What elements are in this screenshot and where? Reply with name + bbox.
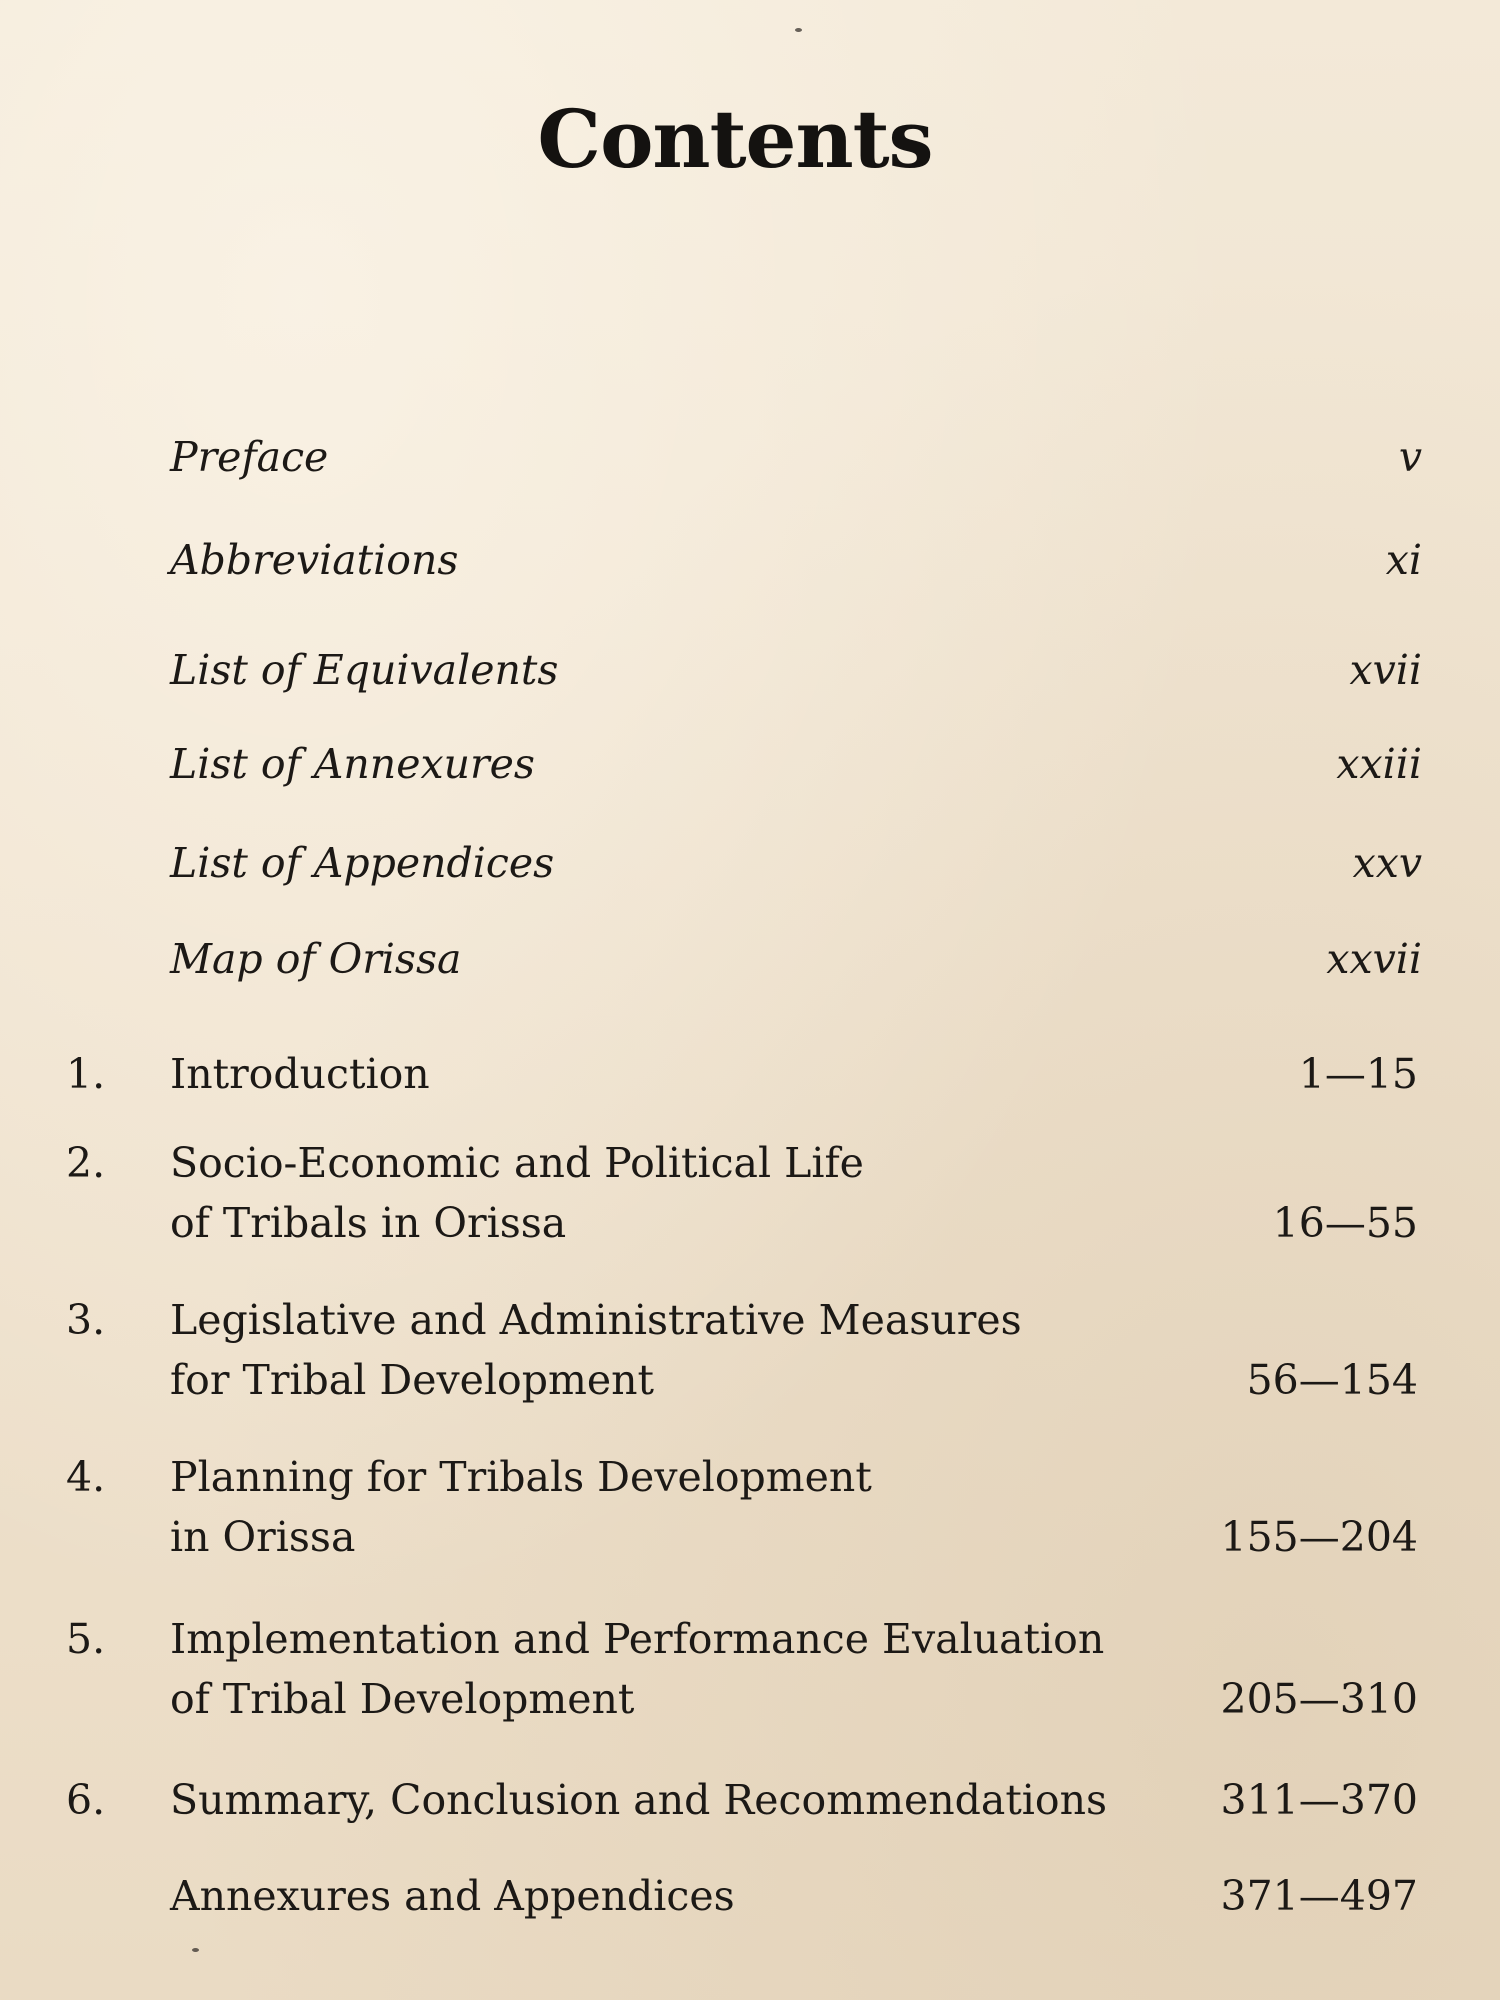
chapter-pages: 311—370 — [1220, 1776, 1418, 1824]
toc-entry-page: v — [1398, 433, 1422, 481]
chapter-title-line: of Tribals in Orissa — [170, 1199, 567, 1247]
chapter-number: 4. — [66, 1453, 106, 1501]
toc-entry-title: List of Appendices — [170, 839, 555, 887]
toc-entry-list-of-annexures[interactable] — [170, 740, 1422, 800]
chapter-number: 5. — [66, 1615, 106, 1663]
chapter-title — [170, 1447, 1198, 1567]
chapter-pages: 155—204 — [1220, 1513, 1418, 1561]
chapter-number: 6. — [66, 1776, 106, 1824]
chapter-pages: 371—497 — [1220, 1872, 1418, 1920]
chapter-pages: 1—15 — [1298, 1050, 1418, 1098]
chapter-pages: 56—154 — [1246, 1356, 1418, 1404]
ink-speck — [795, 28, 802, 32]
toc-chapter-4[interactable] — [66, 1447, 1418, 1567]
toc-entry-page: xxiii — [1336, 740, 1422, 788]
toc-entry-list-of-appendices[interactable] — [170, 839, 1422, 899]
toc-entry-title: List of Equivalents — [170, 646, 559, 694]
chapter-title-line: Implementation and Performance Evaluation — [170, 1615, 1105, 1663]
toc-chapter-1[interactable] — [66, 1044, 1418, 1104]
toc-entry-list-of-equivalents[interactable] — [170, 646, 1422, 706]
chapter-title-line: Annexures and Appendices — [170, 1872, 735, 1920]
toc-entry-abbreviations[interactable] — [170, 536, 1422, 596]
toc-entry-page: xi — [1385, 536, 1422, 584]
chapter-number: 2. — [66, 1139, 106, 1187]
toc-entry-map-of-orissa[interactable] — [170, 935, 1422, 995]
chapter-title-line: Summary, Conclusion and Recommendations — [170, 1776, 1108, 1824]
chapter-title-line: for Tribal Development — [170, 1356, 655, 1404]
ink-speck — [192, 1948, 199, 1952]
chapter-pages: 16—55 — [1272, 1199, 1418, 1247]
toc-entry-title: List of Annexures — [170, 740, 535, 788]
chapter-number: 1. — [66, 1050, 106, 1098]
toc-chapter-3[interactable] — [66, 1290, 1418, 1410]
chapter-title — [170, 1866, 1198, 1926]
chapter-title-line: in Orissa — [170, 1513, 356, 1561]
chapter-title — [170, 1609, 1198, 1729]
chapter-title — [170, 1044, 1198, 1104]
toc-entry-page: xxv — [1352, 839, 1422, 887]
page-title: Contents — [537, 92, 933, 186]
toc-entry-preface[interactable] — [170, 433, 1422, 493]
chapter-title-line: of Tribal Development — [170, 1675, 635, 1723]
chapter-title-line: Socio-Economic and Political Life — [170, 1139, 864, 1187]
toc-entry-title: Abbreviations — [170, 536, 459, 584]
toc-entry-page: xvii — [1349, 646, 1422, 694]
chapter-title — [170, 1290, 1198, 1410]
toc-chapter-2[interactable] — [66, 1133, 1418, 1253]
toc-chapter-6[interactable] — [66, 1770, 1418, 1830]
chapter-title — [170, 1770, 1198, 1830]
toc-entry-title: Map of Orissa — [170, 935, 462, 983]
toc-entry-page: xxvii — [1326, 935, 1422, 983]
toc-annexures-and-appendices[interactable] — [66, 1866, 1418, 1926]
chapter-title-line: Legislative and Administrative Measures — [170, 1296, 1022, 1344]
toc-entry-title: Preface — [170, 433, 329, 481]
chapter-pages: 205—310 — [1220, 1675, 1418, 1723]
chapter-title — [170, 1133, 1198, 1253]
chapter-title-line: Introduction — [170, 1050, 430, 1098]
toc-chapter-5[interactable] — [66, 1609, 1418, 1729]
chapter-title-line: Planning for Tribals Development — [170, 1453, 872, 1501]
chapter-number: 3. — [66, 1296, 106, 1344]
